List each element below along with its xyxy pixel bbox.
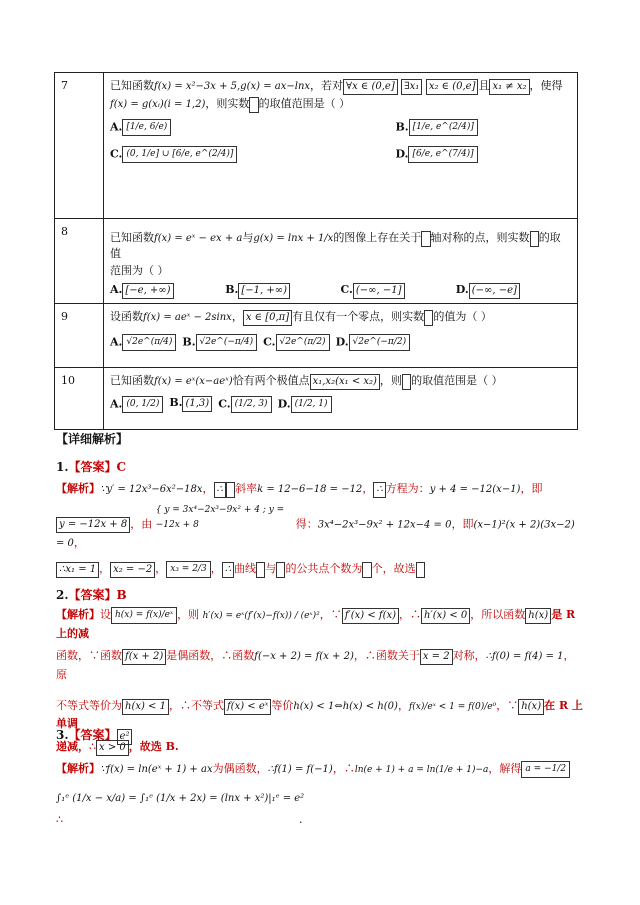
stem-text: 恰有两个极值点 bbox=[232, 373, 310, 387]
formula: f(x) = x²−3x + 5,g(x) = ax−lnx bbox=[154, 81, 311, 92]
stem-text: 轴对称的点，则实数 bbox=[430, 231, 530, 244]
answer-2-heading: 2.【答案】B bbox=[56, 588, 127, 602]
formula: f(x) = aeˣ − 2sinx bbox=[143, 311, 232, 323]
question-number: 8 bbox=[55, 219, 104, 304]
choice-a[interactable]: A. [−e, +∞) bbox=[110, 283, 225, 299]
answer-1-heading: 1.【答案】C bbox=[56, 460, 127, 474]
choice-a[interactable]: A. [1/e, 6/e) bbox=[110, 119, 286, 136]
stem-text: 的图像上存在关于 bbox=[333, 231, 422, 244]
formula-box: x₁ ≠ x₂ bbox=[489, 79, 529, 95]
stem-text: 且 bbox=[478, 79, 490, 92]
detail-heading: 【详细解析】 bbox=[56, 432, 129, 446]
choice-d[interactable]: D. √2e^(−π/2) bbox=[336, 334, 411, 351]
formula: f(x) = eˣ − ex + a bbox=[154, 233, 243, 244]
formula: g(x) = lnx + 1/x bbox=[253, 233, 334, 244]
choice-c[interactable]: C. (1/2, 3) bbox=[218, 396, 271, 413]
answer-2-explanation: 【解析】设 h(x) = f(x)/eˣ ，则 h′(x) = eˣ(f′(x)−f(x)) / (eˣ)²，∵ f′(x) < f(x) ，∴ h′(x) < 0 ，所以函数 h(x) 是 R 上的减 函数，∵函数 f(x + 2) 是偶函数，∴函数f(−x + 2) = f(x + 2)，∴函数关于 x = 2 对称，∴f(0) = f(4) = 1，原 不等式等价为 h(x) < 1 ，∴不等式 f(x) < eˣ 等价h(x) < 1⇔h(x) < h(0)，f(x)/eˣ < 1 = f(0)/e⁰，∵ h(x) 在 R 上单调 递减，∴ x > 0 ，故选 B. bbox=[56, 606, 584, 757]
stem-text: 的值为（ ） bbox=[433, 309, 492, 323]
stem-text: 的取值 bbox=[110, 231, 561, 260]
stem-text: ，则实数 bbox=[205, 97, 250, 110]
question-number: 9 bbox=[55, 303, 104, 367]
stem-text: ， bbox=[231, 309, 243, 323]
question-number: 10 bbox=[55, 367, 104, 429]
choice-c[interactable]: C. (−∞, −1] bbox=[341, 283, 456, 299]
stem-text: 范围为（ ） bbox=[110, 263, 169, 277]
stem-text: 的取值范围是（ ） bbox=[258, 97, 351, 110]
formula-box: x₂ ∈ (0,e] bbox=[426, 79, 479, 95]
answer-3-explanation: 【解析】∵f(x) = ln(eˣ + 1) + ax为偶函数，∴f(1) = f(−1)，∴ln(e + 1) + a = ln(1/e + 1)−a，解得 a = −1/2 ∫₁ᵉ (1/x − x/a) = ∫₁ᵉ (1/x + 2x) = (lnx + x²)|₁ᵉ = e² ∴ . bbox=[56, 760, 584, 830]
stem-text: 已知函数 bbox=[110, 79, 154, 92]
placeholder-box bbox=[424, 310, 433, 326]
placeholder-box bbox=[421, 231, 430, 247]
formula-box: x ∈ [0,π] bbox=[243, 310, 292, 326]
formula-box: x₁,x₂(x₁ < x₂) bbox=[310, 374, 380, 390]
choice-a[interactable]: A. (0, 1/2) bbox=[110, 396, 163, 413]
question-row-9 bbox=[55, 303, 578, 367]
stem-text: 与 bbox=[242, 231, 254, 244]
formula: f(x) = eˣ(x−aeˣ) bbox=[154, 375, 233, 387]
stem-text: ，若对 bbox=[310, 79, 344, 92]
choice-d[interactable]: D. (−∞, −e] bbox=[456, 283, 571, 299]
choice-b[interactable]: B. [−1, +∞) bbox=[225, 283, 340, 299]
question-number: 7 bbox=[55, 73, 104, 219]
placeholder-box bbox=[402, 374, 411, 390]
stem-text: 的取值范围是（ ） bbox=[411, 373, 503, 387]
stem-text: 已知函数 bbox=[110, 373, 154, 387]
choice-a[interactable]: A. √2e^(π/4) bbox=[110, 334, 176, 351]
stem-text: 有且仅有一个零点，则实数 bbox=[292, 309, 425, 323]
answer-3-heading: 3.【答案】 e² bbox=[56, 726, 132, 745]
stem-text: 已知函数 bbox=[110, 231, 154, 244]
choice-b[interactable]: B. √2e^(−π/4) bbox=[182, 334, 257, 351]
choice-d[interactable]: D. (1/2, 1) bbox=[278, 396, 332, 413]
question-body bbox=[104, 73, 578, 219]
choice-c[interactable]: C. √2e^(π/2) bbox=[263, 334, 329, 351]
question-row-7 bbox=[55, 73, 578, 219]
choice-b[interactable]: B. [1/e, e^(2/4)] bbox=[286, 119, 572, 136]
choice-d[interactable]: D. [6/e, e^(7/4)] bbox=[286, 146, 572, 163]
question-body bbox=[104, 367, 578, 429]
formula: f(x) = g(xᵢ)(i = 1,2) bbox=[110, 99, 206, 110]
placeholder-box bbox=[249, 97, 258, 113]
question-body bbox=[104, 219, 578, 304]
choice-b[interactable]: B. (1,3) bbox=[169, 396, 212, 413]
stem-text: ，使得 bbox=[529, 79, 563, 92]
question-body bbox=[104, 303, 578, 367]
stem-text: ，则 bbox=[379, 373, 402, 387]
formula-box: ∃x₁ bbox=[401, 79, 422, 95]
question-row-8 bbox=[55, 219, 578, 304]
choice-c[interactable]: C. (0, 1/e] ∪ [6/e, e^(2/4)] bbox=[110, 146, 286, 163]
placeholder-box bbox=[530, 231, 539, 247]
question-table bbox=[54, 72, 578, 430]
formula-box: ∀x ∈ (0,e] bbox=[343, 79, 398, 95]
question-row-10 bbox=[55, 367, 578, 429]
stem-text: 设函数 bbox=[110, 309, 143, 323]
answer-1-explanation: 【解析】∵y′ = 12x³−6x²−18x， ∴ 斜率k = 12−6−18 = −12， ∴ 方程为：y + 4 = −12(x−1)，即 y = −12x + 8 ，由 { y = 3x⁴−2x³−9x² + 4 ; y = −12x + 8 得：3x⁴−2x³−9x² + 12x−4 = 0，即(x−1)²(x + 2)(3x−2) = 0， ∴x₁ = 1 ， x₂ = −2 ， x₃ = 2/3 ， ∴ 曲线 与 的公共点个数为 个，故选 bbox=[56, 480, 584, 579]
